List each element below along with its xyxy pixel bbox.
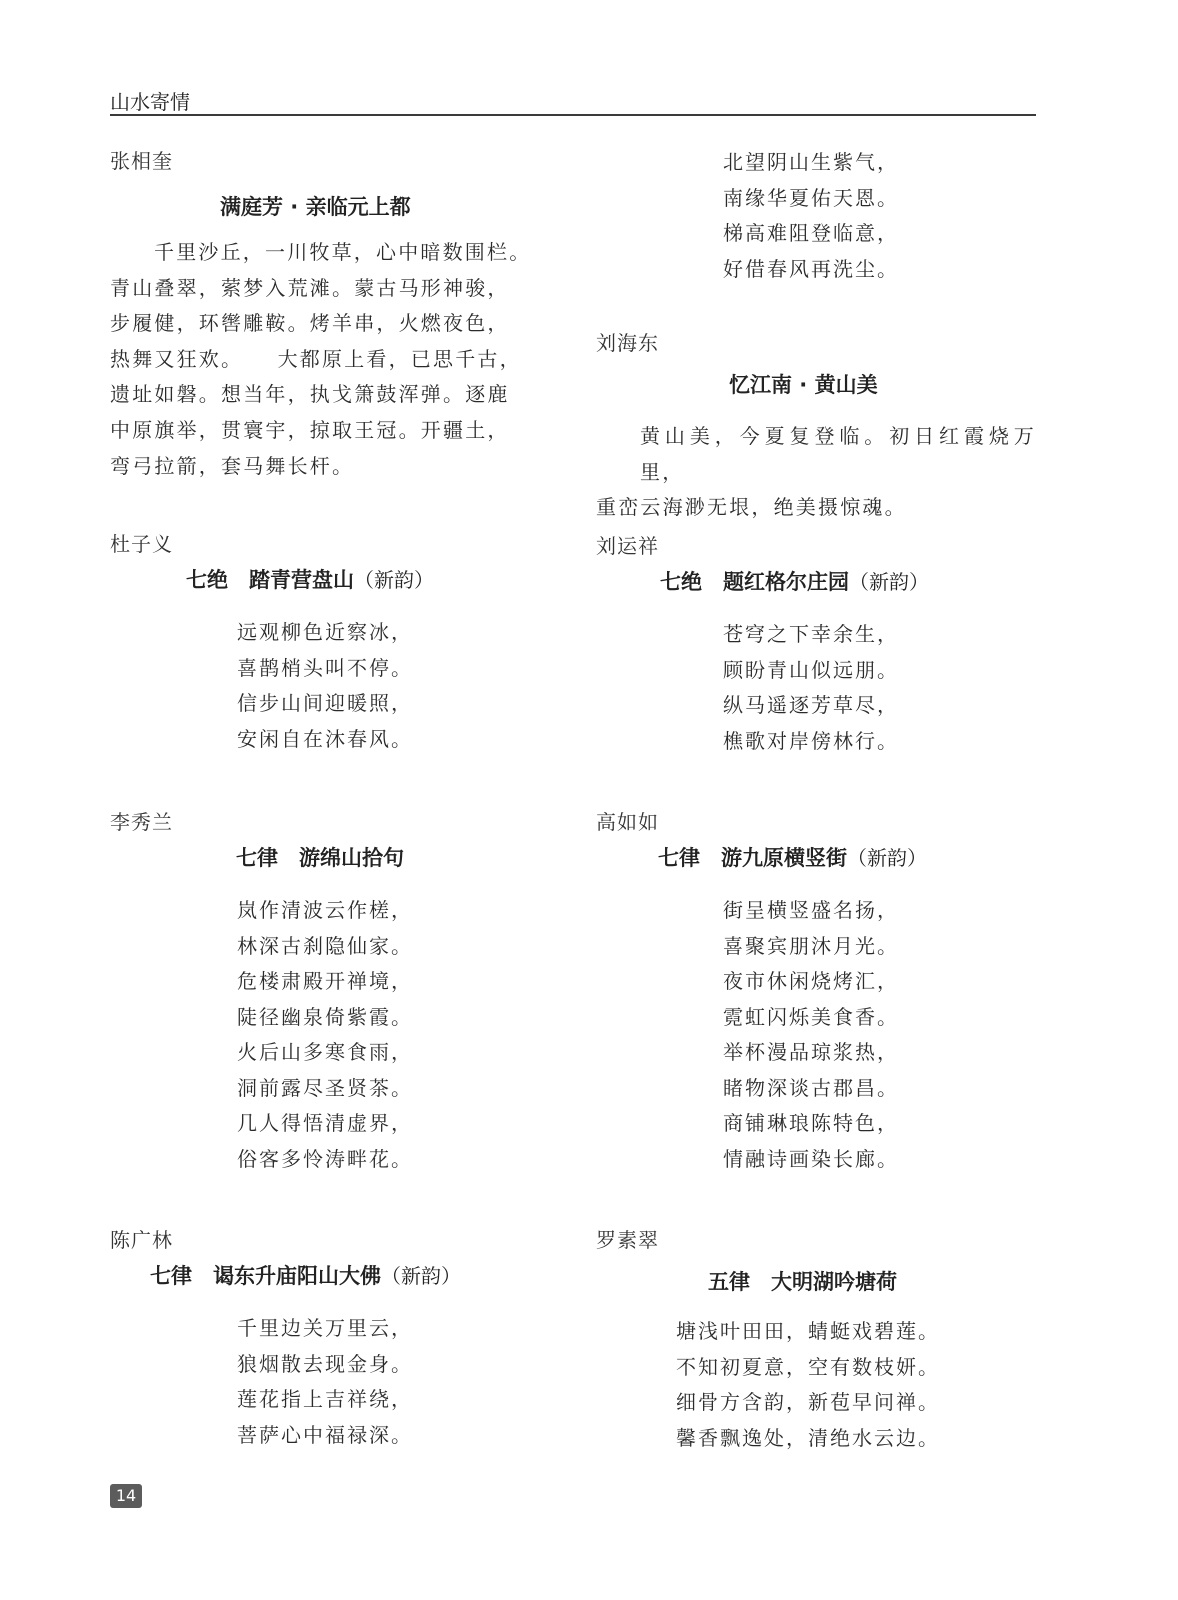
poem-author: 高如如	[596, 810, 659, 834]
poem-title-sub: （新韵）	[847, 846, 927, 870]
poem-jiuyuan	[596, 806, 1036, 1177]
poem-author: 杜子义	[110, 532, 173, 556]
poem-huangshan	[596, 327, 1036, 526]
poem-line: 不知初夏意，空有数枝妍。	[676, 1354, 940, 1379]
poem-line: 几人得悟清虚界，	[237, 1111, 413, 1135]
poem-line: 莲花指上吉祥绕，	[237, 1387, 413, 1411]
poem-yangshan-continued	[596, 145, 1036, 287]
poem-yingpan	[110, 528, 550, 757]
poem-line: 北望阴山生紫气，	[723, 150, 899, 174]
poem-line: 弯弓拉箭，套马舞长杆。	[110, 453, 355, 478]
poem-line: 遗址如磐。想当年，执戈箫鼓浑弹。逐鹿	[110, 382, 510, 407]
poem-title-sub: （新韵）	[381, 1264, 461, 1288]
poem-yangshan	[110, 1224, 550, 1453]
poem-line: 远观柳色近察冰，	[237, 620, 413, 644]
poem-line: 火后山多寒食雨，	[237, 1040, 413, 1064]
poem-line: 黄山美，今夏复登临。初日红霞烧万里，	[640, 424, 1036, 484]
poem-line: 情融诗画染长廊。	[723, 1146, 899, 1171]
poem-line: 信步山间迎暖照，	[237, 691, 413, 715]
poem-line: 喜鹊梢头叫不停。	[237, 655, 413, 680]
poem-body	[110, 615, 550, 757]
poem-daminghu	[596, 1224, 1036, 1456]
poem-manting	[110, 145, 550, 484]
poem-line: 洞前露尽圣贤茶。	[237, 1075, 413, 1100]
poem-author: 李秀兰	[110, 810, 173, 834]
poem-body	[596, 893, 1036, 1177]
page-number: 14	[110, 1484, 142, 1508]
section-title: 山水寄情	[110, 90, 190, 114]
poem-line: 夜市休闲烧烤汇，	[723, 969, 899, 993]
poem-line: 霓虹闪烁美食香。	[723, 1004, 899, 1029]
poem-title	[110, 560, 550, 600]
poem-line: 商铺琳琅陈特色，	[723, 1111, 899, 1135]
poem-title: 满庭芳 · 亲临元上都	[220, 195, 411, 219]
poem-body	[596, 145, 1036, 287]
poem-line: 千里沙丘，一川牧草，心中暗数围栏。	[154, 240, 532, 264]
poem-author: 张相奎	[110, 149, 173, 173]
poem-line: 步履健，环辔雕鞍。烤羊串，火燃夜色，	[110, 311, 510, 336]
poem-mianshan	[110, 806, 550, 1177]
poem-body	[596, 419, 1036, 526]
poem-line: 举杯漫品琼浆热，	[723, 1040, 899, 1064]
poem-line: 青山叠翠，萦梦入荒滩。蒙古马形神骏，	[110, 275, 510, 300]
poem-line: 千里边关万里云，	[237, 1316, 413, 1340]
poem-title-main: 五律 大明湖吟塘荷	[708, 1270, 897, 1294]
poem-line: 细骨方含韵，新苞早问禅。	[676, 1390, 940, 1414]
poem-body	[110, 893, 550, 1177]
poem-line: 热舞又狂欢。 大都原上看，已思千古，	[110, 346, 522, 371]
poem-title	[596, 562, 1036, 602]
poem-line: 重峦云海渺无垠，绝美摄惊魂。	[596, 495, 907, 520]
poem-author: 陈广林	[110, 1228, 173, 1252]
poem-line: 中原旗举，贯寰宇，掠取王冠。开疆土，	[110, 417, 510, 442]
poem-line: 梯高难阻登临意，	[723, 221, 899, 245]
poem-line: 塘浅叶田田，蜻蜓戏碧莲。	[676, 1319, 940, 1343]
poem-line: 俗客多怜涛畔花。	[237, 1146, 413, 1171]
poem-title	[110, 838, 550, 878]
poem-title	[596, 838, 1036, 878]
poem-line: 好借春风再洗尘。	[723, 256, 899, 281]
running-header	[110, 84, 1036, 116]
poem-line: 街呈横竖盛名扬，	[723, 898, 899, 922]
poem-title-main: 七律 游绵山拾句	[236, 846, 404, 870]
poem-body	[110, 1311, 550, 1453]
poem-line: 狼烟散去现金身。	[237, 1351, 413, 1376]
poem-line: 岚作清波云作槎，	[237, 898, 413, 922]
poem-author: 刘运祥	[596, 534, 659, 558]
poem-line: 樵歌对岸傍林行。	[723, 728, 899, 753]
poem-title-main: 七律 谒东升庙阳山大佛	[150, 1264, 381, 1288]
poem-line: 安闲自在沐春风。	[237, 726, 413, 751]
poem-author: 刘海东	[596, 331, 659, 355]
poem-line: 顾盼青山似远朋。	[723, 657, 899, 682]
poem-line: 睹物深谈古郡昌。	[723, 1075, 899, 1100]
poem-honggeer	[596, 530, 1036, 759]
poem-line: 纵马遥逐芳草尽，	[723, 693, 899, 717]
poem-title-sub: （新韵）	[354, 568, 434, 592]
poem-title-sub: （新韵）	[849, 570, 929, 594]
poem-line: 苍穹之下幸余生，	[723, 622, 899, 646]
poem-body	[110, 235, 550, 484]
poem-line: 陡径幽泉倚紫霞。	[237, 1004, 413, 1029]
poem-title	[596, 1262, 1036, 1302]
poem-author: 罗素翠	[596, 1228, 659, 1252]
poem-title-main: 七绝 题红格尔庄园	[660, 570, 849, 594]
poem-line: 喜聚宾朋沐月光。	[723, 933, 899, 958]
poem-line: 南缘华夏佑天恩。	[723, 185, 899, 210]
poem-body	[596, 1314, 1036, 1456]
poem-body	[596, 617, 1036, 759]
poem-line: 馨香飘逸处，清绝水云边。	[676, 1425, 940, 1450]
poem-title: 忆江南 · 黄山美	[729, 373, 878, 397]
poem-line: 菩萨心中福禄深。	[237, 1422, 413, 1447]
poem-line: 危楼肃殿开禅境，	[237, 969, 413, 993]
poem-line: 林深古刹隐仙家。	[237, 933, 413, 958]
poem-title	[110, 1256, 550, 1296]
poem-title-main: 七绝 踏青营盘山	[186, 568, 354, 592]
poem-title-main: 七律 游九原横竖街	[658, 846, 847, 870]
